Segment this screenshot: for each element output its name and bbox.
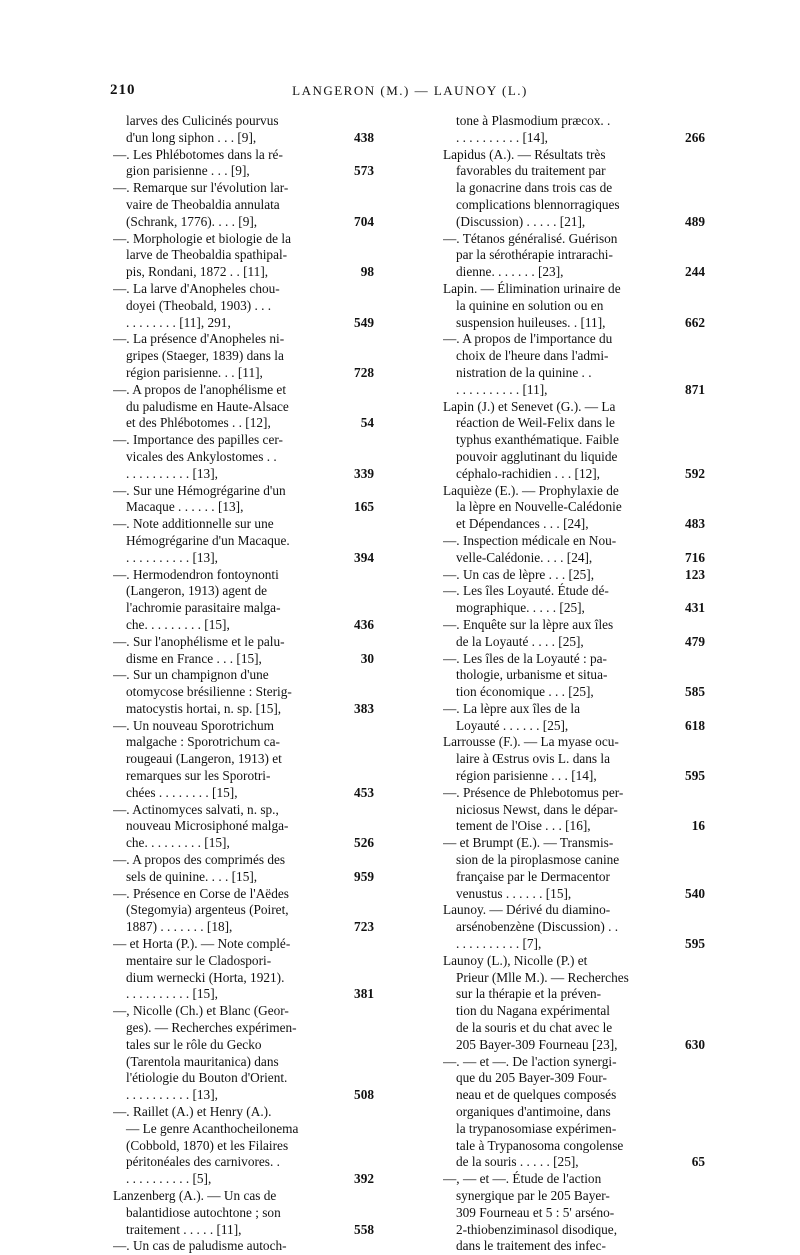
page-reference [334, 1020, 374, 1037]
page-reference [665, 499, 705, 516]
page-reference [665, 163, 705, 180]
page-reference [665, 1020, 705, 1037]
page-header [110, 82, 710, 106]
page-reference [665, 348, 705, 365]
page-reference [665, 852, 705, 869]
index-entry-line: thologie, urbanisme et situa- [456, 667, 608, 683]
index-entry-line: traitement . . . . . [11], [126, 1221, 242, 1237]
page-reference: 716 [685, 549, 705, 565]
page-reference [665, 734, 705, 751]
page-reference [334, 567, 374, 584]
page-reference: 549 [354, 314, 374, 330]
page-reference: 959 [354, 868, 374, 884]
page-reference: 244 [685, 264, 705, 280]
index-entry-line: région parisienne. . . [11], [126, 364, 263, 380]
page-reference [665, 432, 705, 449]
index-entry-line: région parisienne . . . [14], [456, 768, 597, 784]
index-entry-line: vicales des Ankylostomes . . [126, 448, 277, 464]
page-reference [665, 113, 705, 130]
page-reference [334, 936, 374, 953]
page-reference [334, 970, 374, 987]
index-entry-line: disme en France . . . [15], [126, 650, 262, 666]
page-reference [334, 382, 374, 399]
index-entry-line: la gonacrine dans trois cas de [456, 180, 613, 196]
index-entry-line: française par le Dermacentor [456, 868, 610, 884]
page-reference [334, 768, 374, 785]
page-reference [334, 667, 374, 684]
page-reference [334, 818, 374, 835]
index-entry-line: —, — et —. Étude de l'action [443, 1171, 602, 1187]
index-entry-line: l'étiologie du Bouton d'Orient. [126, 1070, 288, 1086]
index-entry-line: —. Tétanos généralisé. Guérison [443, 230, 618, 246]
page-reference [334, 1205, 374, 1222]
page-reference [665, 1104, 705, 1121]
index-entry-line: —. Un nouveau Sporotrichum [113, 717, 275, 733]
index-entry-line: pouvoir agglutinant du liquide [456, 448, 618, 464]
page-reference [334, 953, 374, 970]
page-reference [665, 986, 705, 1003]
page-reference [665, 180, 705, 197]
page-reference [665, 1138, 705, 1155]
page-reference [334, 231, 374, 248]
index-entry-line: che. . . . . . . . . [15], [126, 616, 230, 632]
page-reference [334, 449, 374, 466]
page-reference [665, 1171, 705, 1188]
index-entry-line: velle-Calédonie. . . . [24], [456, 549, 593, 565]
page-reference [665, 785, 705, 802]
index-entry-line: — et Brumpt (E.). — Transmis- [443, 835, 614, 851]
page-reference [665, 231, 705, 248]
index-entry-line: arsénobenzène (Discussion) . . [456, 919, 619, 935]
left-index-column [113, 113, 353, 1255]
index-entry-line: de la souris . . . . . [25], [456, 1154, 579, 1170]
page-reference [334, 751, 374, 768]
index-entry-line: venustus . . . . . . [15], [456, 885, 572, 901]
index-entry-line: que du 205 Bayer-309 Four- [456, 1070, 607, 1086]
index-entry-line: suspension huileuses. . [11], [456, 314, 606, 330]
page-reference [334, 1154, 374, 1171]
index-entry-line: Launoy (L.), Nicolle (P.) et [443, 952, 588, 968]
index-entry-line: —. A propos de l'importance du [443, 331, 613, 347]
index-entry-line: Hémogrégarine d'un Macaque. [126, 532, 290, 548]
page-reference [665, 701, 705, 718]
page-reference [334, 718, 374, 735]
index-entry-line: 309 Fourneau et 5 : 5' arséno- [456, 1204, 615, 1220]
page-reference [334, 483, 374, 500]
page-reference [334, 734, 374, 751]
index-entry-line: Lapin. — Élimination urinaire de [443, 280, 621, 296]
index-entry-line: —. Raillet (A.) et Henry (A.). [113, 1104, 272, 1120]
index-entry-line: —. A propos des comprimés des [113, 852, 286, 868]
index-entry-line: Lapidus (A.). — Résultats très [443, 146, 606, 162]
index-entry-line: larves des Culicinés pourvus [126, 113, 279, 128]
page-reference [665, 533, 705, 550]
index-entry-line: synergique par le 205 Bayer- [456, 1188, 610, 1203]
page-reference [665, 365, 705, 382]
page-reference [334, 1104, 374, 1121]
page-reference [334, 533, 374, 550]
page-reference: 54 [360, 415, 374, 431]
page-reference [665, 298, 705, 315]
index-entry-line: —. Importance des papilles cer- [113, 432, 283, 448]
index-entry-line: organiques d'antimoine, dans [456, 1104, 611, 1120]
page-reference [334, 600, 374, 617]
index-entry-line: —. Présence en Corse de l'Aëdes [113, 885, 289, 901]
page-reference [665, 835, 705, 852]
index-entry-line: tone à Plasmodium præcox. . [456, 113, 611, 128]
index-entry-line: gion parisienne . . . [9], [126, 163, 250, 179]
index-entry-line: larve de Theobaldia spathipal- [126, 247, 288, 263]
page-reference [665, 1054, 705, 1071]
index-entry-line: et des Phlébotomes . . [12], [126, 415, 271, 431]
page-reference [665, 970, 705, 987]
page-reference [665, 281, 705, 298]
page-reference: 453 [354, 784, 374, 800]
page-reference [334, 348, 374, 365]
index-entry-line: sels de quinine. . . . [15], [126, 868, 258, 884]
right-page-refs [665, 113, 705, 1255]
index-entry-line: niciosus Newst, dans le dépar- [456, 801, 618, 817]
page-reference: 30 [360, 650, 374, 666]
page-reference [334, 902, 374, 919]
index-entry-line: . . . . . . . . . . [7], [456, 936, 542, 952]
page-reference [334, 432, 374, 449]
page-reference: 438 [354, 129, 374, 145]
running-title: LANGERON (M.) — LAUNOY (L.) [292, 83, 528, 98]
page-reference [334, 1121, 374, 1138]
index-entry-line: —. Hermodendron fontoynonti [113, 566, 279, 582]
page-reference [334, 886, 374, 903]
page-reference: 123 [685, 566, 705, 582]
page-reference: 585 [685, 684, 705, 700]
page-reference: 540 [685, 885, 705, 901]
index-entry-line: sion de la piroplasmose canine [456, 852, 620, 868]
page-reference: 595 [685, 768, 705, 784]
index-entry-line: (Langeron, 1913) agent de [126, 583, 268, 599]
index-entry-line: malgache : Sporotrichum ca- [126, 734, 280, 750]
index-entry-line: (Schrank, 1776). . . . [9], [126, 213, 258, 229]
index-entry-line: (Cobbold, 1870) et les Filaires [126, 1137, 289, 1153]
page-reference [665, 1121, 705, 1138]
page-reference: 436 [354, 616, 374, 632]
index-entry-line: . . . . . . . . . . [13], [126, 1087, 218, 1103]
page-reference: 489 [685, 213, 705, 229]
index-entry-line: remarques sur les Sporotri- [126, 768, 271, 784]
index-entry-line: typhus exanthématique. Faible [456, 432, 619, 448]
page-reference [665, 1188, 705, 1205]
page-reference: 65 [691, 1154, 705, 1170]
page-reference: 723 [354, 919, 374, 935]
page-reference [334, 113, 374, 130]
index-entry-line: . . . . . . . . . . [13], [126, 549, 218, 565]
index-entry-line: tale à Trypanosoma congolense [456, 1137, 624, 1153]
index-entry-line: —. Enquête sur la lèpre aux îles [443, 616, 614, 632]
index-entry-line: péritonéales des carnivores. . [126, 1154, 280, 1170]
page-reference [334, 298, 374, 315]
page-reference: 573 [354, 163, 374, 179]
page-reference [665, 247, 705, 264]
page-reference [665, 751, 705, 768]
index-entry-line: Launoy. — Dérivé du diamino- [443, 902, 611, 918]
index-entry-line: l'achromie parasitaire malga- [126, 600, 281, 616]
index-entry-line: —. La présence d'Anopheles ni- [113, 331, 285, 347]
index-entry-line: —. Les Phlébotomes dans la ré- [113, 146, 283, 162]
page-reference: 558 [354, 1221, 374, 1237]
index-entry-line: otomycose brésilienne : Sterig- [126, 684, 292, 700]
index-entry-line: chées . . . . . . . . [15], [126, 784, 238, 800]
page-reference [334, 197, 374, 214]
page-reference: 266 [685, 129, 705, 145]
index-entry-line: —. Sur une Hémogrégarine d'un [113, 482, 286, 498]
index-entry-line: (Discussion) . . . . . [21], [456, 213, 586, 229]
index-entry-line: rougeaui (Langeron, 1913) et [126, 751, 282, 767]
page-reference [665, 902, 705, 919]
index-entry-line: dans le traitement des infec- [456, 1238, 606, 1254]
page-reference [334, 1188, 374, 1205]
index-entry-line: —. — et —. De l'action synergi- [443, 1053, 617, 1069]
index-entry-line: réaction de Weil-Felix dans le [456, 415, 615, 431]
page-reference: 592 [685, 465, 705, 481]
index-entry-line: vaire de Theobaldia annulata [126, 196, 280, 212]
page-reference: 704 [354, 213, 374, 229]
left-page-refs [334, 113, 374, 1255]
page-reference: 339 [354, 465, 374, 481]
page-reference: 662 [685, 314, 705, 330]
page-reference [665, 331, 705, 348]
page-reference [665, 399, 705, 416]
page-reference [334, 1054, 374, 1071]
index-entry-line: la quinine en solution ou en [456, 297, 604, 313]
page-reference: 618 [685, 717, 705, 733]
index-entry-line: —. Les îles de la Loyauté : pa- [443, 650, 607, 666]
page-reference [665, 483, 705, 500]
index-entry-line: et Dépendances . . . [24], [456, 516, 589, 532]
page-reference: 431 [685, 600, 705, 616]
index-entry-line: de la Loyauté . . . . [25], [456, 633, 584, 649]
index-entry-line: tement de l'Oise . . . [16], [456, 818, 591, 834]
index-entry-line: —. Morphologie et biologie de la [113, 230, 291, 246]
index-entry-line: céphalo-rachidien . . . [12], [456, 465, 600, 481]
page-reference [334, 180, 374, 197]
page-reference [334, 1070, 374, 1087]
page-reference: 595 [685, 936, 705, 952]
index-entry-line: . . . . . . . . . . [11], [456, 381, 548, 397]
page-reference [334, 1138, 374, 1155]
index-entry-line: . . . . . . . . . . [13], [126, 465, 218, 481]
index-entry-line: —. Sur l'anophélisme et le palu- [113, 633, 285, 649]
page-reference [334, 684, 374, 701]
index-entry-line: 2-thiobenziminasol disodique, [456, 1221, 618, 1237]
page-reference: 394 [354, 549, 374, 565]
index-entry-line: — Le genre Acanthocheilonema [126, 1120, 299, 1136]
index-entry-line: . . . . . . . . . . [5], [126, 1171, 212, 1187]
index-entry-line: 205 Bayer-309 Fourneau [23], [456, 1036, 618, 1052]
index-entry-line: . . . . . . . . . . [14], [456, 129, 548, 145]
index-entry-line: nouveau Microsiphoné malga- [126, 818, 289, 834]
page-reference: 630 [685, 1036, 705, 1052]
index-entry-line: che. . . . . . . . . [15], [126, 835, 230, 851]
page-reference [334, 1003, 374, 1020]
index-entry-line: favorables du traitement par [456, 163, 606, 179]
index-entry-line: Lanzenberg (A.). — Un cas de [113, 1188, 277, 1203]
index-entry-line: —. Un cas de lèpre . . . [25], [443, 566, 595, 582]
index-entry-line: par la sérothérapie intrarachi- [456, 247, 613, 263]
page-reference [665, 583, 705, 600]
index-entry-line: —. Présence de Phlebotomus per- [443, 784, 624, 800]
index-entry-line: —. Note additionnelle sur une [113, 516, 274, 532]
index-entry-line: Laquièze (E.). — Prophylaxie de [443, 482, 619, 498]
index-entry-line: la lèpre en Nouvelle-Calédonie [456, 499, 622, 515]
page-reference [334, 802, 374, 819]
index-entry-line: de la souris et du chat avec le [456, 1020, 613, 1036]
index-entry-line: complications blennorragiques [456, 196, 620, 212]
page-reference [665, 1070, 705, 1087]
page-reference [665, 667, 705, 684]
page-reference [665, 651, 705, 668]
page-reference [665, 919, 705, 936]
page-reference [334, 331, 374, 348]
page-reference [665, 1222, 705, 1239]
page-reference [334, 516, 374, 533]
index-entry-line: laire à Œstrus ovis L. dans la [456, 751, 610, 767]
index-entry-line: choix de l'heure dans l'admi- [456, 348, 609, 364]
index-entry-line: Macaque . . . . . . [13], [126, 499, 244, 515]
index-entry-line: —, Nicolle (Ch.) et Blanc (Geor- [113, 1003, 289, 1019]
page-reference [665, 802, 705, 819]
index-entry-line: ges). — Recherches expérimen- [126, 1020, 297, 1036]
page-reference [665, 617, 705, 634]
index-entry-line: la trypanosomiase expérimen- [456, 1120, 617, 1136]
index-entry-line: tales sur le rôle du Gecko [126, 1036, 262, 1052]
index-entry-line: —. Actinomyces salvati, n. sp., [113, 801, 279, 817]
page-reference [334, 247, 374, 264]
index-entry-line: tion du Nagana expérimental [456, 1003, 610, 1019]
index-entry-line: Lapin (J.) et Senevet (G.). — La [443, 398, 616, 414]
index-entry-line: 1887) . . . . . . . [18], [126, 919, 233, 935]
index-entry-line: gripes (Staeger, 1839) dans la [126, 348, 284, 364]
index-entry-line: . . . . . . . . . . [15], [126, 986, 218, 1002]
index-entry-line: balantidiose autochtone ; son [126, 1204, 281, 1220]
index-entry-line: (Stegomyia) argenteus (Poiret, [126, 902, 289, 918]
page-reference: 383 [354, 700, 374, 716]
page-reference: 479 [685, 633, 705, 649]
page-reference: 508 [354, 1087, 374, 1103]
index-entry-line: tion économique . . . [25], [456, 684, 594, 700]
index-entry-line: —. Inspection médicale en Nou- [443, 532, 617, 548]
page-reference [334, 583, 374, 600]
page-reference [334, 147, 374, 164]
page-reference: 381 [354, 986, 374, 1002]
page-reference: 392 [354, 1171, 374, 1187]
page-reference [334, 1037, 374, 1054]
index-entry-line: . . . . . . . . [11], 291, [126, 314, 231, 330]
page-reference: 483 [685, 516, 705, 532]
page-reference [665, 953, 705, 970]
index-entry-line: pis, Rondani, 1872 . . [11], [126, 264, 269, 280]
page-reference: 526 [354, 835, 374, 851]
index-entry-line: Loyauté . . . . . . [25], [456, 717, 569, 733]
page-reference [665, 197, 705, 214]
page-reference [665, 869, 705, 886]
page-reference [665, 1003, 705, 1020]
index-entry-line: Larrousse (F.). — La myase ocu- [443, 734, 619, 750]
page-reference: 16 [691, 818, 705, 834]
page-reference [665, 449, 705, 466]
index-entry-line: mographique. . . . . [25], [456, 600, 585, 616]
right-index-column [443, 113, 683, 1255]
index-entry-line: — et Horta (P.). — Note complé- [113, 936, 291, 952]
index-entry-line: dienne. . . . . . . [23], [456, 264, 564, 280]
index-entry-line: (Tarentola mauritanica) dans [126, 1053, 279, 1069]
index-entry-line: —. A propos de l'anophélisme et [113, 381, 287, 397]
index-entry-line: du paludisme en Haute-Alsace [126, 398, 289, 414]
index-entry-line: —. La larve d'Anopheles chou- [113, 280, 280, 296]
page-reference [334, 281, 374, 298]
index-entry-line: doyei (Theobald, 1903) . . . [126, 297, 272, 313]
page-reference: 98 [360, 264, 374, 280]
page-reference: 871 [685, 381, 705, 397]
page-reference [334, 634, 374, 651]
index-entry-line: dium wernecki (Horta, 1921). [126, 969, 285, 985]
page-reference [334, 852, 374, 869]
index-entry-line: matocystis hortai, n. sp. [15], [126, 700, 282, 716]
page-reference [665, 1087, 705, 1104]
page-reference [665, 415, 705, 432]
index-entry-line: —. Un cas de paludisme autoch- [113, 1238, 287, 1254]
index-entry-line: sur la thérapie et la préven- [456, 986, 602, 1002]
index-entry-line: d'un long siphon . . . [9], [126, 129, 257, 145]
index-entry-line: mentaire sur le Cladospori- [126, 952, 272, 968]
page-reference [665, 147, 705, 164]
index-entry-line: —. Les îles Loyauté. Étude dé- [443, 583, 609, 599]
page-reference: 728 [354, 364, 374, 380]
index-entry-line: —. La lèpre aux îles de la [443, 700, 580, 716]
page-reference: 165 [354, 499, 374, 515]
page-reference [665, 1205, 705, 1222]
index-entry-line: Prieur (Mlle M.). — Recherches [456, 969, 629, 985]
page-number: 210 [110, 82, 136, 98]
index-entry-line: —. Remarque sur l'évolution lar- [113, 180, 289, 196]
index-entry-line: —. Sur un champignon d'une [113, 667, 269, 683]
index-entry-line: nistration de la quinine . . [456, 364, 592, 380]
page-reference [334, 399, 374, 416]
index-entry-line: neau et de quelques composés [456, 1087, 617, 1103]
